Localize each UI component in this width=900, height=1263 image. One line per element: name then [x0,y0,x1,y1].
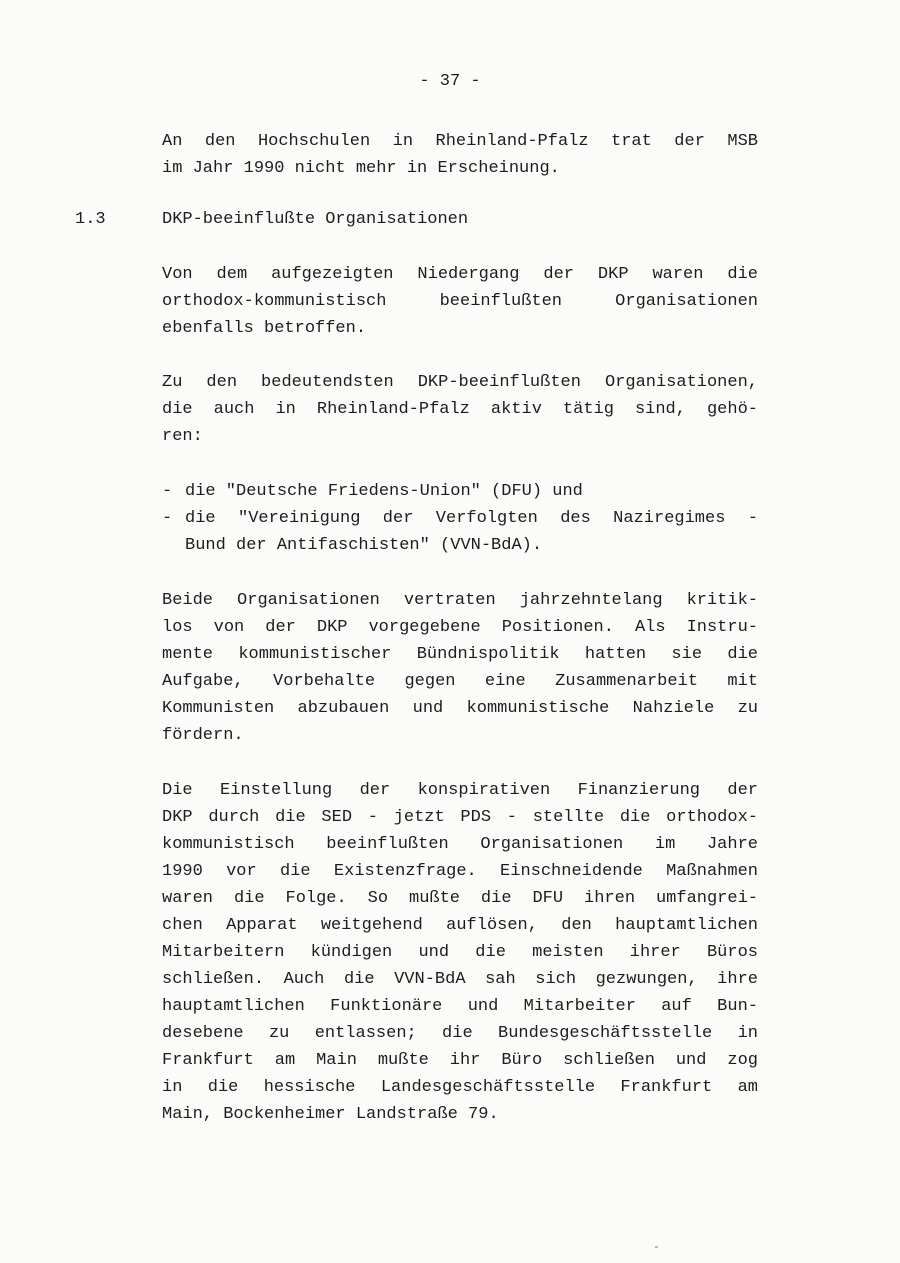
text-line: Aufgabe, Vorbehalte gegen eine Zusammenarbeit mit [162,672,758,691]
text-line: Mitarbeitern kündigen und die meisten ihrer Büros [162,943,758,962]
scan-speck [655,1246,658,1248]
text-line: schließen. Auch die VVN-BdA sah sich gezwungen, ihre [162,970,758,989]
text-line: ren: [162,427,203,446]
text-line: Kommunisten abzubauen und kommunistische Nahziele zu [162,699,758,718]
text-line: fördern. [162,726,244,745]
text-line: hauptamtlichen Funktionäre und Mitarbeiter auf Bun- [162,997,758,1016]
text-line: Die Einstellung der konspirativen Finanzierung der [162,781,758,800]
text-line: An den Hochschulen in Rheinland-Pfalz trat der MSB [162,132,758,151]
section-title: DKP-beeinflußte Organisationen [162,210,469,229]
text-line: orthodox-kommunistisch beeinflußten Organisationen [162,292,758,311]
list-item: die "Vereinigung der Verfolgten des Naziregimes - [185,509,758,528]
text-line: in die hessische Landesgeschäftsstelle Frankfurt am [162,1078,758,1097]
page-number: - 37 - [419,72,481,91]
text-line: waren die Folge. So mußte die DFU ihren umfangrei- [162,889,758,908]
text-line: kommunistisch beeinflußten Organisationen im Jahre [162,835,758,854]
text-line: 1990 vor die Existenzfrage. Einschneidende Maßnahmen [162,862,758,881]
text-line: im Jahr 1990 nicht mehr in Erscheinung. [162,159,560,178]
text-line: Zu den bedeutendsten DKP-beeinflußten Organisationen, [162,373,758,392]
text-line: desebene zu entlassen; die Bundesgeschäftsstelle in [162,1024,758,1043]
text-line: Frankfurt am Main mußte ihr Büro schließen und zog [162,1051,758,1070]
text-line: DKP durch die SED - jetzt PDS - stellte die orthodox- [162,808,758,827]
list-item-continuation: Bund der Antifaschisten" (VVN-BdA). [185,536,543,555]
list-item: die "Deutsche Friedens-Union" (DFU) und [185,482,583,501]
text-line: ebenfalls betroffen. [162,319,367,338]
text-line: die auch in Rheinland-Pfalz aktiv tätig sind, gehö- [162,400,758,419]
text-line: chen Apparat weitgehend auflösen, den hauptamtlichen [162,916,758,935]
list-bullet: - [162,482,173,501]
text-line: los von der DKP vorgegebene Positionen. Als Instru- [162,618,758,637]
text-line: Von dem aufgezeigten Niedergang der DKP waren die [162,265,758,284]
list-bullet: - [162,509,173,528]
text-line: mente kommunistischer Bündnispolitik hatten sie die [162,645,758,664]
text-line: Beide Organisationen vertraten jahrzehntelang kritik- [162,591,758,610]
text-line: Main, Bockenheimer Landstraße 79. [162,1105,499,1124]
section-number: 1.3 [75,210,106,229]
